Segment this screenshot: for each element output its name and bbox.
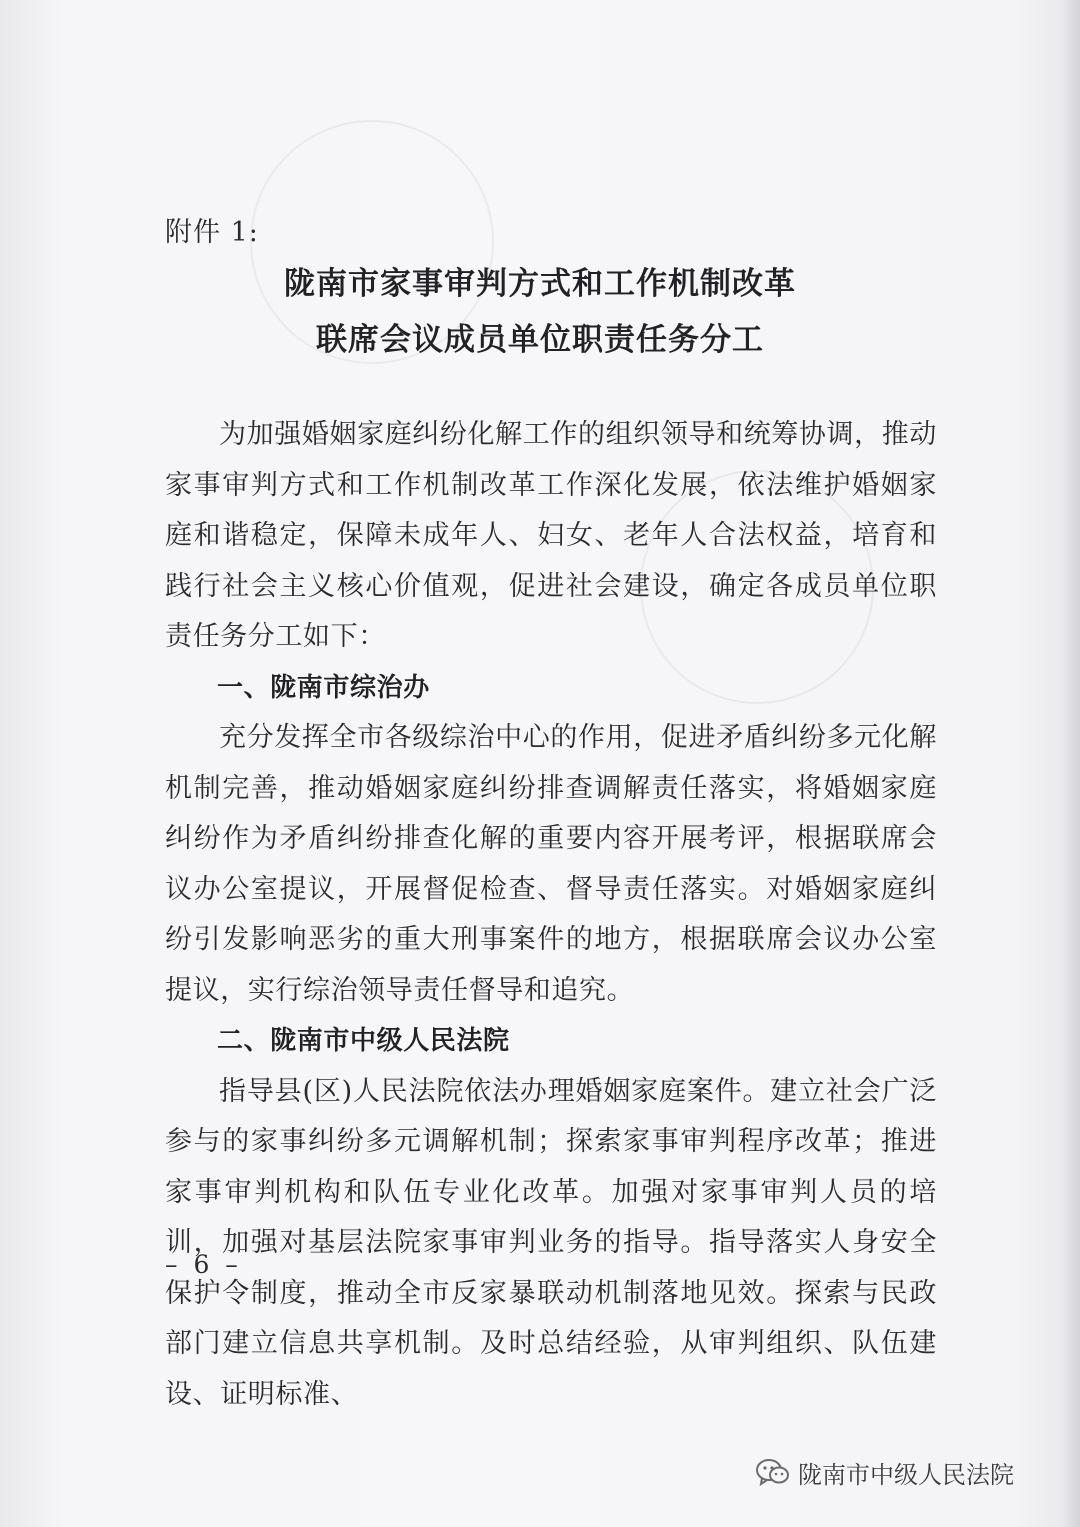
page-edge-shadow <box>1062 0 1080 1527</box>
wechat-icon <box>756 1458 790 1488</box>
section-paragraph-2: 指导县(区)人民法院依法办理婚姻家庭案件。建立社会广泛参与的家事纠纷多元调解机制；探索家事审判程序改革；推进家事审判机构和队伍专业化改革。加强对家事审判人员的培训，加强对基层法院家事审判业务的指导。指导落实人身安全保护令制度，推动全市反家暴联动机制落地见效。探索与民政部门建立信息共享机制。及时总结经验，从审判组织、队伍建设、证明标准、 <box>165 1075 937 1410</box>
section-paragraph-1: 充分发挥全市各级综治中心的作用，促进矛盾纠纷多元化解机制完善，推动婚姻家庭纠纷排查调解责任落实，将婚姻家庭纠纷作为矛盾纠纷排查化解的重要内容开展考评，根据联席会议办公室提议，开展督促检查、督导责任落实。对婚姻家庭纠纷引发影响恶劣的重大刑事案件的地方，根据联席会议办公室提议，实行综治领导责任督导和追究。 <box>165 722 937 1006</box>
page-number: – 6 – <box>165 1250 242 1279</box>
account-name: 陇南市中级人民法院 <box>798 1461 1014 1489</box>
document-body <box>165 410 937 1420</box>
section-heading-2: 二、陇南市中级人民法院 <box>217 1026 510 1056</box>
document-title-line-2: 联席会议成员单位职责任务分工 <box>316 322 764 358</box>
attachment-label: 附件 1: <box>165 217 259 248</box>
section-heading-1: 一、陇南市综治办 <box>217 672 430 703</box>
wechat-watermark <box>756 1455 1014 1490</box>
intro-paragraph: 为加强婚姻家庭纠纷化解工作的组织领导和统筹协调，推动家事审判方式和工作机制改革工作深化发展，依法维护婚姻家庭和谐稳定，保障未成年人、妇女、老年人合法权益，培育和践行社会主义核心价值观，促进社会建设，确定各成员单位职责任务分工如下： <box>165 419 937 652</box>
document-title-line-1: 陇南市家事审判方式和工作机制改革 <box>284 266 796 302</box>
